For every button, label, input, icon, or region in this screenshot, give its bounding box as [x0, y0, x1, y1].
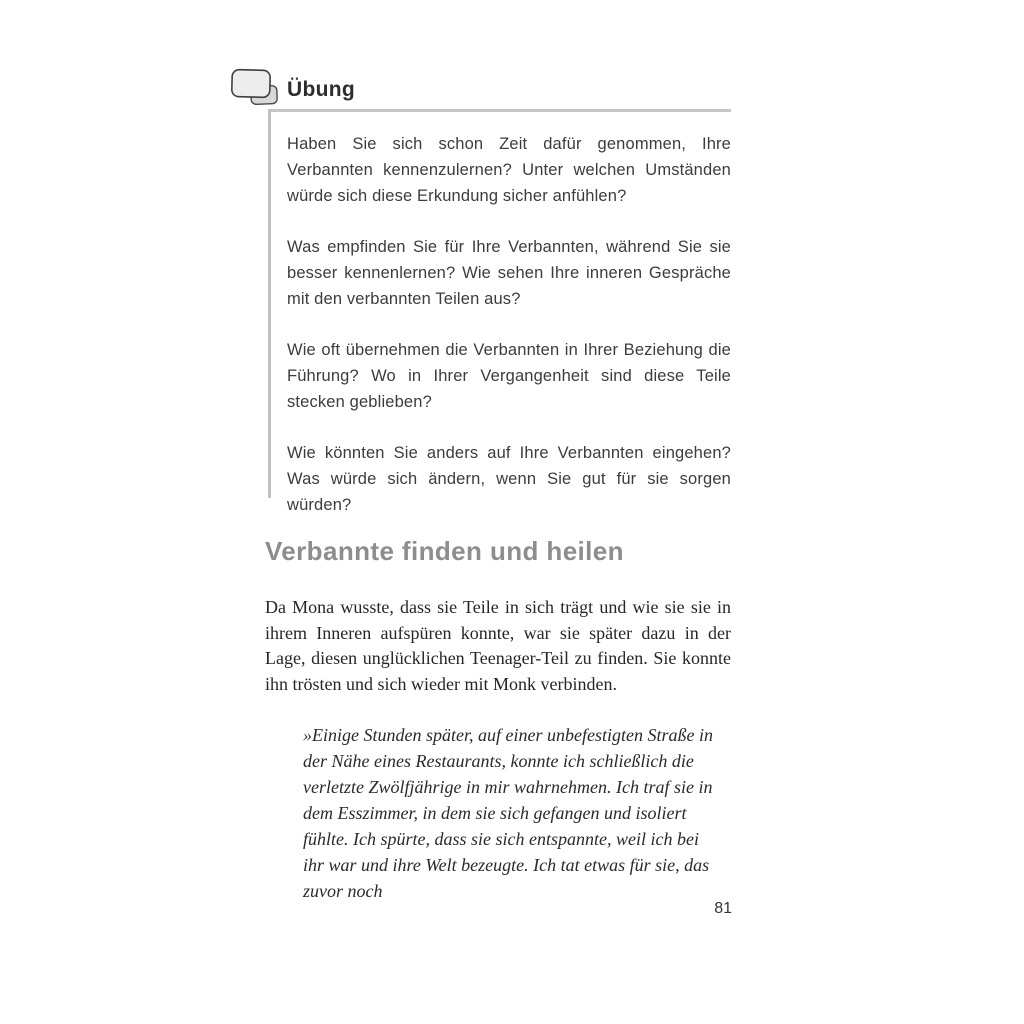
- exercise-question-2: Was empfinden Sie für Ihre Verbannten, während Sie sie besser kennenlernen? Wie sehen Ihre inneren Gespräche mit den verbannten Teilen aus?: [287, 238, 731, 308]
- speech-bubbles-icon: [229, 66, 281, 110]
- page-number: 81: [714, 900, 732, 917]
- exercise-box-left-rule: [268, 109, 271, 498]
- exercise-question-1: Haben Sie sich schon Zeit dafür genommen, Ihre Verbannten kennenzulernen? Unter welchen Umständen würde sich diese Erkundung sicher anfühlen?: [287, 135, 731, 205]
- section-body-paragraph: Da Mona wusste, dass sie Teile in sich trägt und wie sie sie in ihrem Inneren aufspüren konnte, war sie später dazu in der Lage, diesen unglücklichen Teenager-Teil zu finden. Sie konnte ihn trösten und sich wieder mit Monk verbinden.: [265, 597, 731, 694]
- exercise-question-4: Wie könnten Sie anders auf Ihre Verbannten eingehen? Was würde sich ändern, wenn Sie gut für sie sorgen würden?: [287, 444, 731, 514]
- section-heading: Verbannte finden und heilen: [265, 536, 624, 566]
- exercise-box-top-rule: [268, 109, 731, 112]
- exercise-heading: Übung: [287, 78, 355, 101]
- quote-block: »Einige Stunden später, auf einer unbefestigten Straße in der Nähe eines Restaurants, konnte ich schließlich die verletzte Zwölfjährige in mir wahrnehmen. Ich traf sie in dem Esszimmer, in dem sie sich gefangen und isoliert fühlte. Ich spürte, dass sie sich entspannte, weil ich bei ihr war und ihre Welt bezeugte. Ich tat etwas für sie, das zuvor noch: [303, 725, 713, 901]
- exercise-questions: [287, 131, 731, 518]
- exercise-question-3: Wie oft übernehmen die Verbannten in Ihrer Beziehung die Führung? Wo in Ihrer Vergangenheit sind diese Teile stecken geblieben?: [287, 341, 731, 411]
